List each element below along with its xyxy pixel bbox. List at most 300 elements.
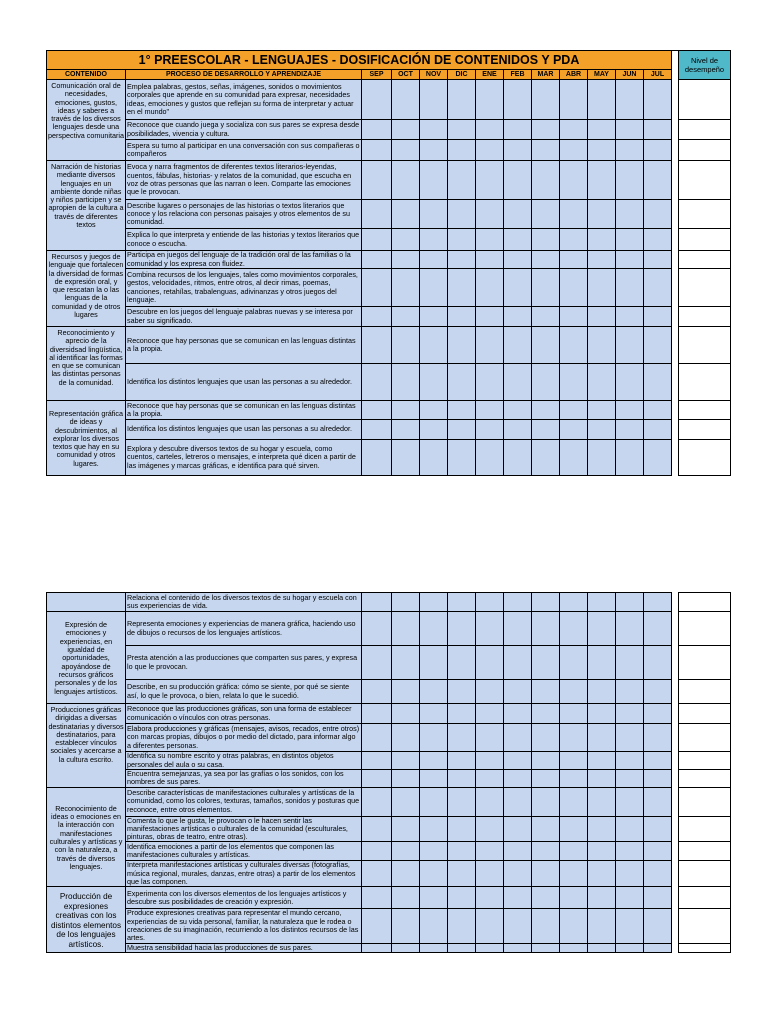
month-check-cell[interactable] [616,909,644,943]
month-check-cell[interactable] [504,80,532,120]
month-check-cell[interactable] [420,307,448,327]
month-check-cell[interactable] [420,909,448,943]
month-check-cell[interactable] [588,909,616,943]
month-check-cell[interactable] [616,307,644,327]
month-check-cell[interactable] [616,787,644,816]
month-check-cell[interactable] [588,612,616,646]
month-check-cell[interactable] [588,440,616,476]
nivel-desempeno-cell[interactable] [679,724,731,752]
nivel-desempeno-cell[interactable] [679,861,731,887]
month-check-cell[interactable] [532,593,560,612]
month-check-cell[interactable] [362,770,392,788]
month-check-cell[interactable] [532,140,560,161]
month-check-cell[interactable] [504,909,532,943]
month-check-cell[interactable] [560,593,588,612]
month-check-cell[interactable] [644,307,672,327]
month-check-cell[interactable] [392,787,420,816]
nivel-desempeno-cell[interactable] [679,787,731,816]
month-check-cell[interactable] [420,943,448,952]
month-check-cell[interactable] [420,787,448,816]
month-check-cell[interactable] [448,200,476,229]
month-check-cell[interactable] [504,364,532,401]
month-check-cell[interactable] [616,269,644,307]
month-check-cell[interactable] [392,680,420,704]
nivel-desempeno-cell[interactable] [679,420,731,440]
month-check-cell[interactable] [532,440,560,476]
month-check-cell[interactable] [616,161,644,200]
month-check-cell[interactable] [476,80,504,120]
month-check-cell[interactable] [532,612,560,646]
month-check-cell[interactable] [362,646,392,680]
month-check-cell[interactable] [532,816,560,842]
month-check-cell[interactable] [448,251,476,269]
month-check-cell[interactable] [362,593,392,612]
month-check-cell[interactable] [448,440,476,476]
month-check-cell[interactable] [560,842,588,861]
month-check-cell[interactable] [504,327,532,364]
month-check-cell[interactable] [362,842,392,861]
month-check-cell[interactable] [392,724,420,752]
month-check-cell[interactable] [560,861,588,887]
month-check-cell[interactable] [420,593,448,612]
nivel-desempeno-cell[interactable] [679,327,731,364]
month-check-cell[interactable] [644,861,672,887]
month-check-cell[interactable] [420,140,448,161]
month-check-cell[interactable] [504,787,532,816]
month-check-cell[interactable] [476,401,504,420]
month-check-cell[interactable] [392,140,420,161]
month-check-cell[interactable] [504,943,532,952]
month-check-cell[interactable] [476,420,504,440]
month-check-cell[interactable] [504,307,532,327]
month-check-cell[interactable] [362,364,392,401]
month-check-cell[interactable] [532,80,560,120]
month-check-cell[interactable] [362,943,392,952]
month-check-cell[interactable] [616,680,644,704]
nivel-desempeno-cell[interactable] [679,364,731,401]
month-check-cell[interactable] [588,401,616,420]
month-check-cell[interactable] [420,364,448,401]
month-check-cell[interactable] [616,724,644,752]
month-check-cell[interactable] [532,251,560,269]
month-check-cell[interactable] [420,887,448,909]
nivel-desempeno-cell[interactable] [679,80,731,120]
month-check-cell[interactable] [448,420,476,440]
month-check-cell[interactable] [616,364,644,401]
month-check-cell[interactable] [588,724,616,752]
month-check-cell[interactable] [420,770,448,788]
month-check-cell[interactable] [392,770,420,788]
month-check-cell[interactable] [616,120,644,140]
month-check-cell[interactable] [532,842,560,861]
month-check-cell[interactable] [362,752,392,770]
month-check-cell[interactable] [616,887,644,909]
month-check-cell[interactable] [644,269,672,307]
month-check-cell[interactable] [362,161,392,200]
month-check-cell[interactable] [532,887,560,909]
month-check-cell[interactable] [476,612,504,646]
month-check-cell[interactable] [392,229,420,251]
month-check-cell[interactable] [476,593,504,612]
month-check-cell[interactable] [616,816,644,842]
month-check-cell[interactable] [616,420,644,440]
nivel-desempeno-cell[interactable] [679,887,731,909]
month-check-cell[interactable] [476,770,504,788]
nivel-desempeno-cell[interactable] [679,842,731,861]
month-check-cell[interactable] [588,787,616,816]
month-check-cell[interactable] [420,704,448,724]
month-check-cell[interactable] [560,229,588,251]
month-check-cell[interactable] [362,887,392,909]
month-check-cell[interactable] [504,229,532,251]
month-check-cell[interactable] [532,327,560,364]
month-check-cell[interactable] [560,401,588,420]
month-check-cell[interactable] [616,646,644,680]
month-check-cell[interactable] [362,612,392,646]
month-check-cell[interactable] [476,307,504,327]
month-check-cell[interactable] [362,80,392,120]
month-check-cell[interactable] [532,229,560,251]
month-check-cell[interactable] [504,440,532,476]
month-check-cell[interactable] [560,251,588,269]
month-check-cell[interactable] [504,269,532,307]
month-check-cell[interactable] [644,943,672,952]
month-check-cell[interactable] [644,140,672,161]
month-check-cell[interactable] [448,646,476,680]
month-check-cell[interactable] [588,229,616,251]
month-check-cell[interactable] [532,787,560,816]
month-check-cell[interactable] [644,251,672,269]
month-check-cell[interactable] [392,887,420,909]
month-check-cell[interactable] [448,401,476,420]
month-check-cell[interactable] [588,307,616,327]
month-check-cell[interactable] [532,770,560,788]
month-check-cell[interactable] [362,327,392,364]
month-check-cell[interactable] [560,724,588,752]
month-check-cell[interactable] [504,593,532,612]
month-check-cell[interactable] [392,307,420,327]
month-check-cell[interactable] [504,646,532,680]
month-check-cell[interactable] [448,816,476,842]
month-check-cell[interactable] [532,269,560,307]
month-check-cell[interactable] [532,420,560,440]
month-check-cell[interactable] [392,161,420,200]
month-check-cell[interactable] [476,787,504,816]
month-check-cell[interactable] [392,200,420,229]
month-check-cell[interactable] [448,307,476,327]
month-check-cell[interactable] [476,646,504,680]
month-check-cell[interactable] [448,161,476,200]
month-check-cell[interactable] [644,440,672,476]
month-check-cell[interactable] [504,887,532,909]
nivel-desempeno-cell[interactable] [679,770,731,788]
month-check-cell[interactable] [560,770,588,788]
month-check-cell[interactable] [362,120,392,140]
nivel-desempeno-cell[interactable] [679,229,731,251]
month-check-cell[interactable] [476,816,504,842]
month-check-cell[interactable] [532,364,560,401]
month-check-cell[interactable] [644,364,672,401]
month-check-cell[interactable] [476,909,504,943]
month-check-cell[interactable] [644,842,672,861]
month-check-cell[interactable] [420,842,448,861]
month-check-cell[interactable] [392,420,420,440]
month-check-cell[interactable] [392,120,420,140]
month-check-cell[interactable] [392,646,420,680]
month-check-cell[interactable] [448,80,476,120]
month-check-cell[interactable] [616,612,644,646]
month-check-cell[interactable] [420,161,448,200]
month-check-cell[interactable] [420,680,448,704]
month-check-cell[interactable] [476,327,504,364]
month-check-cell[interactable] [420,80,448,120]
month-check-cell[interactable] [362,229,392,251]
month-check-cell[interactable] [392,593,420,612]
month-check-cell[interactable] [420,440,448,476]
month-check-cell[interactable] [616,140,644,161]
month-check-cell[interactable] [392,861,420,887]
month-check-cell[interactable] [560,120,588,140]
month-check-cell[interactable] [420,251,448,269]
month-check-cell[interactable] [560,680,588,704]
month-check-cell[interactable] [448,752,476,770]
month-check-cell[interactable] [504,612,532,646]
month-check-cell[interactable] [448,909,476,943]
month-check-cell[interactable] [644,704,672,724]
month-check-cell[interactable] [532,704,560,724]
month-check-cell[interactable] [588,943,616,952]
month-check-cell[interactable] [362,269,392,307]
month-check-cell[interactable] [644,770,672,788]
month-check-cell[interactable] [532,943,560,952]
month-check-cell[interactable] [448,327,476,364]
month-check-cell[interactable] [448,229,476,251]
month-check-cell[interactable] [392,80,420,120]
month-check-cell[interactable] [644,646,672,680]
month-check-cell[interactable] [392,752,420,770]
month-check-cell[interactable] [616,251,644,269]
month-check-cell[interactable] [532,861,560,887]
month-check-cell[interactable] [644,161,672,200]
month-check-cell[interactable] [362,440,392,476]
month-check-cell[interactable] [362,787,392,816]
month-check-cell[interactable] [420,200,448,229]
nivel-desempeno-cell[interactable] [679,943,731,952]
month-check-cell[interactable] [588,80,616,120]
month-check-cell[interactable] [362,140,392,161]
month-check-cell[interactable] [588,887,616,909]
month-check-cell[interactable] [560,612,588,646]
nivel-desempeno-cell[interactable] [679,140,731,161]
month-check-cell[interactable] [616,593,644,612]
month-check-cell[interactable] [532,646,560,680]
month-check-cell[interactable] [476,680,504,704]
month-check-cell[interactable] [420,120,448,140]
month-check-cell[interactable] [476,251,504,269]
month-check-cell[interactable] [560,646,588,680]
month-check-cell[interactable] [588,752,616,770]
month-check-cell[interactable] [448,787,476,816]
month-check-cell[interactable] [392,364,420,401]
month-check-cell[interactable] [644,80,672,120]
month-check-cell[interactable] [362,704,392,724]
month-check-cell[interactable] [588,161,616,200]
month-check-cell[interactable] [616,229,644,251]
month-check-cell[interactable] [644,752,672,770]
month-check-cell[interactable] [448,593,476,612]
month-check-cell[interactable] [504,724,532,752]
month-check-cell[interactable] [392,440,420,476]
month-check-cell[interactable] [362,909,392,943]
month-check-cell[interactable] [476,440,504,476]
month-check-cell[interactable] [532,752,560,770]
month-check-cell[interactable] [560,307,588,327]
month-check-cell[interactable] [476,752,504,770]
month-check-cell[interactable] [392,401,420,420]
month-check-cell[interactable] [420,861,448,887]
month-check-cell[interactable] [504,420,532,440]
month-check-cell[interactable] [362,680,392,704]
month-check-cell[interactable] [392,612,420,646]
nivel-desempeno-cell[interactable] [679,909,731,943]
month-check-cell[interactable] [644,816,672,842]
month-check-cell[interactable] [616,200,644,229]
month-check-cell[interactable] [420,420,448,440]
month-check-cell[interactable] [644,787,672,816]
month-check-cell[interactable] [504,861,532,887]
month-check-cell[interactable] [504,704,532,724]
month-check-cell[interactable] [392,251,420,269]
month-check-cell[interactable] [392,816,420,842]
month-check-cell[interactable] [392,909,420,943]
month-check-cell[interactable] [476,842,504,861]
month-check-cell[interactable] [644,724,672,752]
month-check-cell[interactable] [504,251,532,269]
month-check-cell[interactable] [560,787,588,816]
month-check-cell[interactable] [420,327,448,364]
month-check-cell[interactable] [476,161,504,200]
month-check-cell[interactable] [560,816,588,842]
nivel-desempeno-cell[interactable] [679,752,731,770]
month-check-cell[interactable] [644,120,672,140]
month-check-cell[interactable] [476,861,504,887]
month-check-cell[interactable] [588,770,616,788]
month-check-cell[interactable] [616,80,644,120]
month-check-cell[interactable] [532,161,560,200]
month-check-cell[interactable] [644,200,672,229]
month-check-cell[interactable] [588,251,616,269]
month-check-cell[interactable] [644,593,672,612]
month-check-cell[interactable] [532,401,560,420]
month-check-cell[interactable] [504,401,532,420]
month-check-cell[interactable] [420,612,448,646]
month-check-cell[interactable] [504,161,532,200]
month-check-cell[interactable] [560,909,588,943]
month-check-cell[interactable] [616,770,644,788]
month-check-cell[interactable] [420,724,448,752]
month-check-cell[interactable] [588,816,616,842]
month-check-cell[interactable] [420,229,448,251]
month-check-cell[interactable] [616,704,644,724]
month-check-cell[interactable] [504,120,532,140]
month-check-cell[interactable] [448,680,476,704]
month-check-cell[interactable] [532,200,560,229]
month-check-cell[interactable] [560,420,588,440]
month-check-cell[interactable] [448,770,476,788]
month-check-cell[interactable] [476,364,504,401]
month-check-cell[interactable] [644,612,672,646]
month-check-cell[interactable] [532,680,560,704]
month-check-cell[interactable] [448,120,476,140]
month-check-cell[interactable] [448,140,476,161]
month-check-cell[interactable] [448,887,476,909]
month-check-cell[interactable] [476,120,504,140]
month-check-cell[interactable] [616,327,644,364]
month-check-cell[interactable] [392,842,420,861]
month-check-cell[interactable] [560,943,588,952]
month-check-cell[interactable] [644,887,672,909]
month-check-cell[interactable] [504,200,532,229]
month-check-cell[interactable] [476,269,504,307]
month-check-cell[interactable] [420,646,448,680]
month-check-cell[interactable] [588,327,616,364]
month-check-cell[interactable] [362,251,392,269]
month-check-cell[interactable] [504,816,532,842]
month-check-cell[interactable] [362,420,392,440]
month-check-cell[interactable] [588,680,616,704]
month-check-cell[interactable] [560,440,588,476]
month-check-cell[interactable] [644,401,672,420]
month-check-cell[interactable] [588,140,616,161]
month-check-cell[interactable] [644,680,672,704]
month-check-cell[interactable] [560,80,588,120]
month-check-cell[interactable] [560,704,588,724]
nivel-desempeno-cell[interactable] [679,120,731,140]
month-check-cell[interactable] [588,120,616,140]
month-check-cell[interactable] [616,752,644,770]
month-check-cell[interactable] [420,269,448,307]
month-check-cell[interactable] [504,140,532,161]
month-check-cell[interactable] [616,440,644,476]
month-check-cell[interactable] [616,861,644,887]
nivel-desempeno-cell[interactable] [679,401,731,420]
month-check-cell[interactable] [476,200,504,229]
month-check-cell[interactable] [448,724,476,752]
month-check-cell[interactable] [420,816,448,842]
month-check-cell[interactable] [420,752,448,770]
month-check-cell[interactable] [588,593,616,612]
month-check-cell[interactable] [362,861,392,887]
nivel-desempeno-cell[interactable] [679,646,731,680]
nivel-desempeno-cell[interactable] [679,816,731,842]
month-check-cell[interactable] [588,842,616,861]
month-check-cell[interactable] [392,943,420,952]
month-check-cell[interactable] [448,612,476,646]
month-check-cell[interactable] [448,269,476,307]
month-check-cell[interactable] [420,401,448,420]
nivel-desempeno-cell[interactable] [679,251,731,269]
month-check-cell[interactable] [532,120,560,140]
month-check-cell[interactable] [644,327,672,364]
month-check-cell[interactable] [560,269,588,307]
nivel-desempeno-cell[interactable] [679,440,731,476]
month-check-cell[interactable] [560,887,588,909]
month-check-cell[interactable] [616,401,644,420]
month-check-cell[interactable] [476,724,504,752]
month-check-cell[interactable] [644,420,672,440]
nivel-desempeno-cell[interactable] [679,307,731,327]
month-check-cell[interactable] [588,200,616,229]
